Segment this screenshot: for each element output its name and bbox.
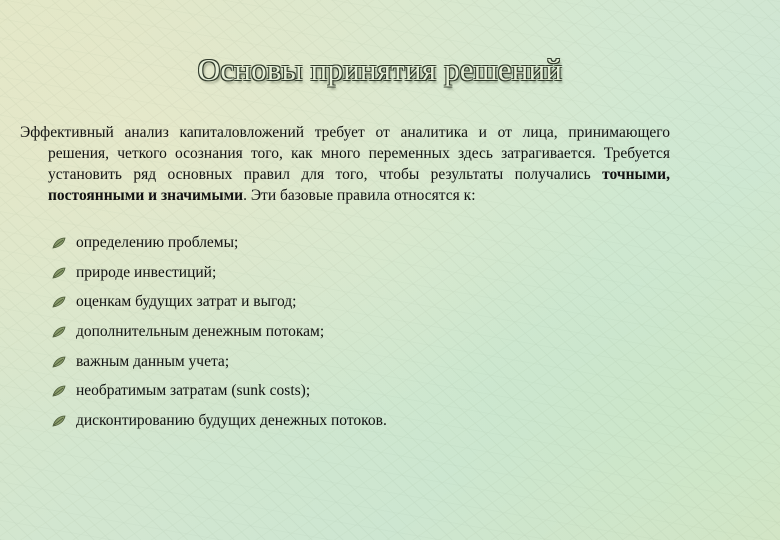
intro-emphasis: точными, постоянными и значимыми: [48, 166, 670, 204]
list-item-text: необратимым затратам (sunk costs);: [76, 382, 311, 400]
list-item: [48, 406, 698, 436]
leaf-bullet-icon: [52, 355, 66, 369]
list-item-text: определению проблемы;: [76, 234, 239, 251]
leaf-bullet-icon: [52, 325, 66, 339]
list-item: [48, 258, 698, 288]
intro-text-1: Эффективный анализ капиталовложений требует от аналитика и от лица, принимающего решения, четкого осознания того, как много переменных здесь затрагивается. Требуется установить ряд основных правил для того, чтобы результаты получались: [20, 124, 670, 183]
list-item: [48, 317, 698, 347]
list-item-text: дополнительным денежным потокам;: [76, 323, 325, 341]
list-item-text: природе инвестиций;: [76, 263, 217, 281]
list-item-text: дисконтированию будущих денежных потоков.: [76, 412, 387, 430]
leaf-bullet-icon: [52, 384, 66, 398]
list-item: [48, 376, 698, 406]
list-item: [48, 347, 698, 377]
leaf-bullet-icon: [52, 414, 66, 428]
slide-title: Основы принятия решений: [197, 52, 563, 87]
list-item: [48, 287, 698, 317]
list-item-text: важным данным учета;: [76, 352, 230, 370]
intro-text-2: . Эти базовые правила относятся к:: [243, 187, 476, 204]
leaf-bullet-icon: [52, 295, 66, 309]
rules-list: [48, 228, 698, 436]
intro-paragraph: [20, 122, 670, 206]
list-item: [48, 228, 698, 258]
leaf-bullet-icon: [52, 266, 66, 280]
list-item-text: оценкам будущих затрат и выгод;: [76, 293, 297, 311]
leaf-bullet-icon: [52, 236, 66, 250]
